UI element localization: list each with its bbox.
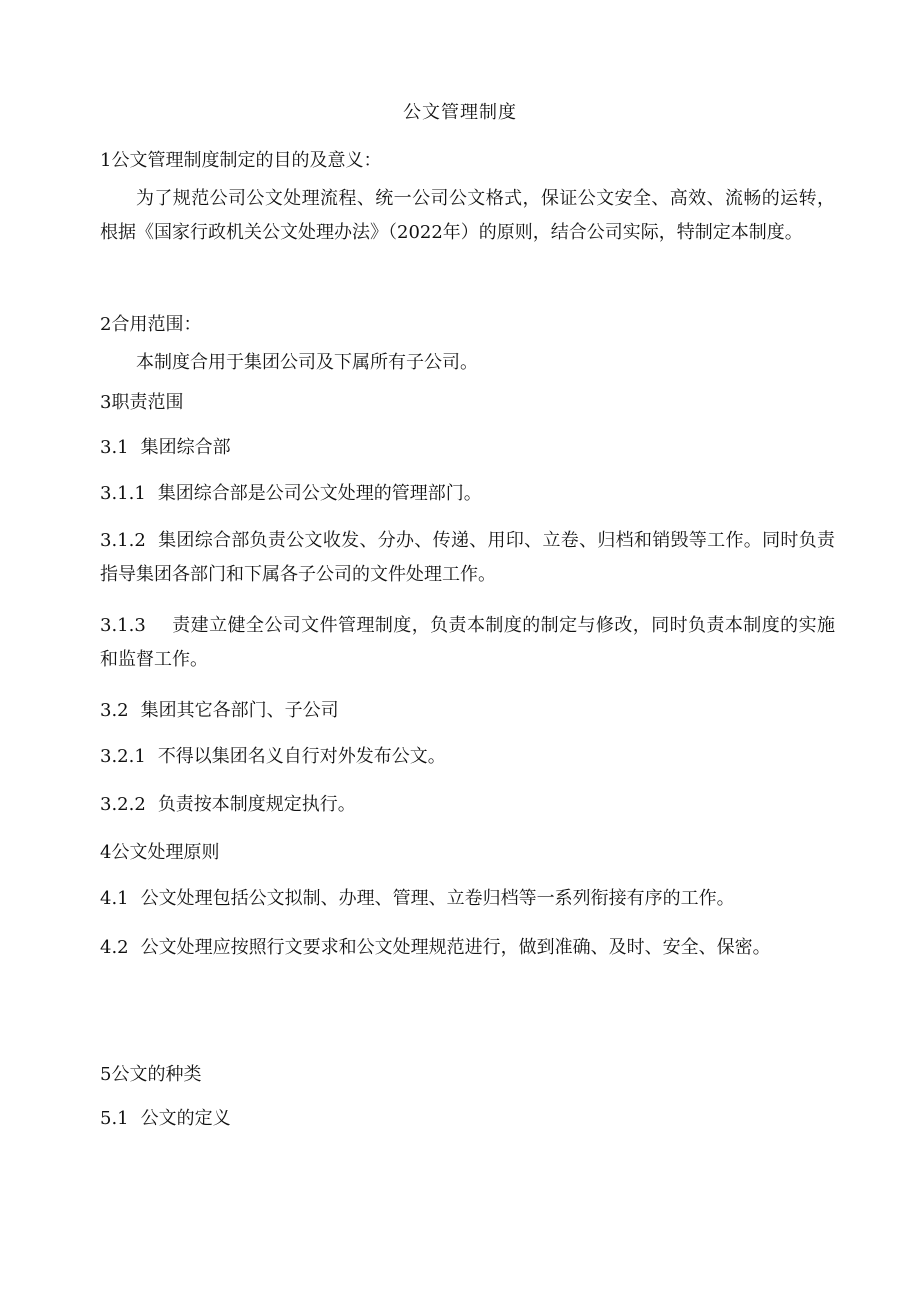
section-3-1-1: [100, 477, 840, 511]
section-4-1-number: 4.1: [100, 888, 129, 909]
section-3-1-2-number: 3.1.2: [100, 530, 146, 551]
section-3-heading: 3职责范围: [100, 392, 184, 413]
section-3-1-3: [100, 609, 835, 677]
section-4-1-text: 公文处理包括公文拟制、办理、管理、立卷归档等一系列衔接有序的工作。: [140, 888, 735, 909]
section-1-heading: 1公文管理制度制定的目的及意义：: [100, 150, 382, 171]
section-4-2-number: 4.2: [100, 937, 129, 958]
section-3-1: [100, 431, 840, 465]
section-3-1-2: [100, 524, 835, 592]
section-3-2-text: 集团其它各部门、子公司: [140, 700, 339, 721]
section-3-2-1: [100, 740, 840, 774]
section-3-1-1-text: 集团综合部是公司公文处理的管理部门。: [157, 483, 482, 504]
section-2-heading: 2合用范围：: [100, 314, 202, 335]
section-3-2-number: 3.2: [100, 700, 129, 721]
section-3-2-1-text: 不得以集团名义自行对外发布公文。: [157, 746, 446, 767]
section-5-1-number: 5.1: [100, 1108, 129, 1129]
document-title: 公文管理制度: [403, 102, 517, 123]
section-3-2-1-number: 3.2.1: [100, 746, 146, 767]
section-3-2: [100, 694, 840, 728]
section-3-1-number: 3.1: [100, 437, 129, 458]
section-3-1-3-number: 3.1.3: [100, 615, 146, 636]
section-3-1-2-text: 集团综合部负责公文收发、分办、传递、用印、立卷、归档和销毁等工作。同时负责指导集团各部门和下属各子公司的文件处理工作。: [100, 530, 835, 585]
section-4-heading: 4公文处理原则: [100, 842, 220, 863]
section-3-2-2-number: 3.2.2: [100, 794, 146, 815]
section-4-1: [100, 882, 840, 916]
section-5-1: [100, 1102, 840, 1136]
section-3-2-2-text: 负责按本制度规定执行。: [157, 794, 356, 815]
section-3-1-1-number: 3.1.1: [100, 483, 146, 504]
section-3-2-2: [100, 788, 840, 822]
section-2-body: 本制度合用于集团公司及下属所有子公司。: [136, 352, 478, 373]
section-5-1-text: 公文的定义: [140, 1108, 231, 1129]
section-3-1-text: 集团综合部: [140, 437, 231, 458]
section-4-2-text: 公文处理应按照行文要求和公文处理规范进行，做到准确、及时、安全、保密。: [140, 937, 771, 958]
section-1-body: 为了规范公司公文处理流程、统一公司公文格式，保证公文安全、高效、流畅的运转，根据《国家行政机关公文处理办法》（2022年）的原则，结合公司实际，特制定本制度。: [100, 188, 835, 243]
section-4-2: [100, 931, 835, 965]
section-5-heading: 5公文的种类: [100, 1064, 202, 1085]
section-3-1-3-text: 责建立健全公司文件管理制度，负责本制度的制定与修改，同时负责本制度的实施和监督工作。: [100, 615, 835, 670]
